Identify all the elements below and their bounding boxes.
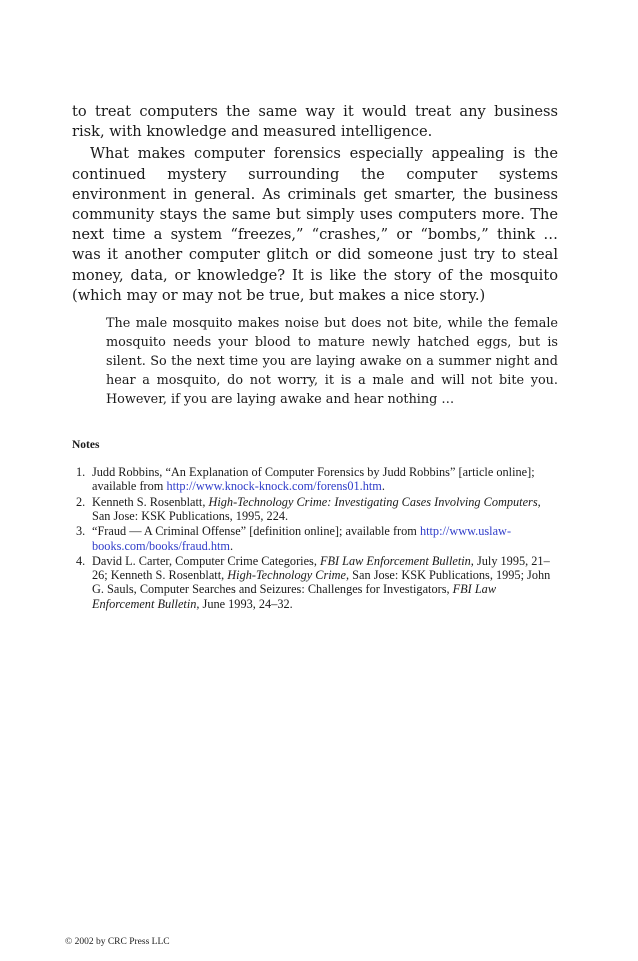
note-number: 2. (76, 494, 86, 509)
note-text: “Fraud — A Criminal Offense” [definition online]; available from (92, 524, 420, 539)
note-text-end: June 1993, 24–32. (199, 596, 293, 611)
note-title: FBI Law Enforcement Bulletin, (319, 553, 474, 568)
note-text: David L. Carter, Computer Crime Categories, (92, 553, 320, 568)
note-number: 4. (76, 553, 86, 568)
mosquito-blockquote: The male mosquito makes noise but does not bite, while the female mosquito needs your blood to mature newly hatched eggs, but is silent. So the next time you are laying awake on a summer night and hear a mosquito, do not worry, it is a male and will not bite you. However, if you are laying awake and hear nothing … (106, 316, 558, 408)
note-number: 3. (76, 524, 86, 539)
document-page (72, 102, 558, 612)
note-title: FBI Law Enforcement Bulletin, (92, 582, 497, 611)
note-title: High-Technology Crime: Investigating Cases Involving Computers, (208, 494, 541, 509)
notes-list (72, 465, 558, 611)
note-text-end: San Jose: KSK Publications, 1995, 224. (92, 508, 289, 523)
paragraph-continuation: to treat computers the same way it would treat any business risk, with knowledge and measured intelligence. (72, 103, 558, 141)
note-text: San Jose: KSK Publications, 1995; John G. Sauls, Computer Searches and Seizures: Challenges for Investigators, (92, 568, 551, 597)
note-number: 1. (76, 465, 86, 480)
note-link[interactable]: http://www.knock-knock.com/forens01.htm (166, 479, 382, 494)
note-text: July 1995, 21–26; Kenneth S. Rosenblatt, (92, 553, 550, 583)
paragraph-forensics-mystery: What makes computer forensics especially appealing is the continued mystery surrounding the computer systems environment in general. As criminals get smarter, the business community stays the same but simply uses computers more. The next time a system “freezes,” “crashes,” or “bombs,” think … was it another computer glitch or did someone just try to steal money, data, or knowledge? It is like the story of the mosquito (which may or may not be true, but makes a nice story.) (72, 145, 558, 304)
copyright-footer: © 2002 by CRC Press LLC (65, 937, 170, 947)
note-text: Judd Robbins, “An Explanation of Computer Forensics by Judd Robbins” [article online]; available from (92, 465, 535, 494)
note-text: Kenneth S. Rosenblatt, (92, 494, 209, 509)
note-item-3 (72, 524, 558, 553)
note-text-end: . (230, 538, 234, 553)
note-item-4 (72, 554, 558, 611)
note-item-2 (72, 495, 558, 524)
note-text-end: . (381, 479, 385, 494)
notes-heading: Notes (72, 439, 100, 452)
note-item-1 (72, 465, 558, 494)
note-title: High-Technology Crime, (227, 568, 350, 583)
note-link[interactable]: http://www.uslaw-books.com/books/fraud.htm (92, 524, 512, 553)
